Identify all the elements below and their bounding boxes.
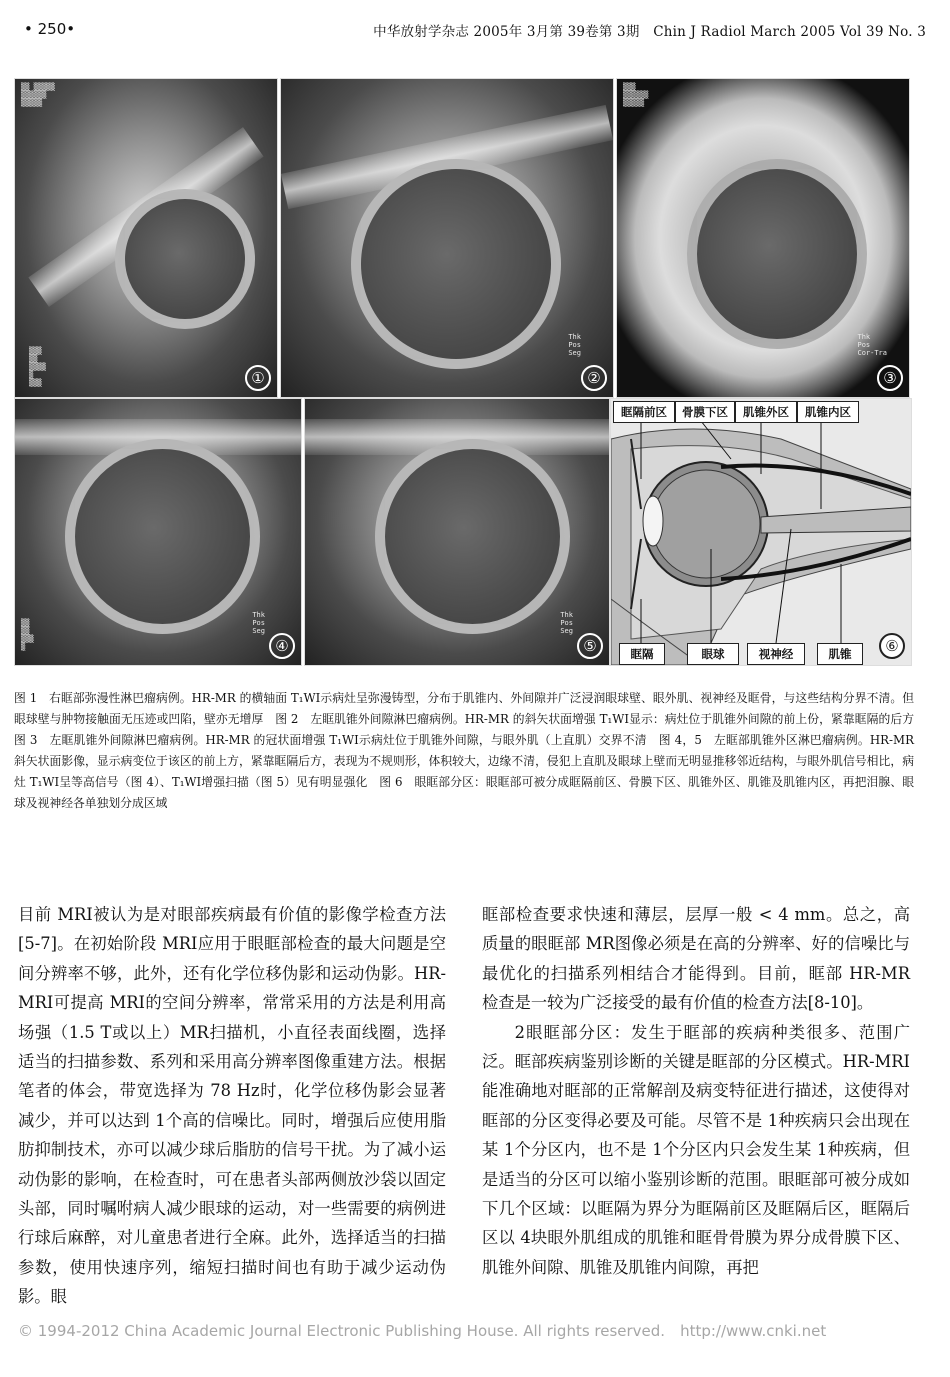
figure-caption: 图 1 右眶部弥漫性淋巴瘤病例。HR-MR 的横轴面 T₁WI示病灶呈弥漫铸型，分布于肌锥内、外间隙并广泛浸润眼球壁、眼外肌、视神经及眶骨，与这些结构分界不清。但眼球壁与肿物接触面无压迹或凹陷，壁亦无增厚 图 2 左眶肌锥外间隙淋巴瘤病例。HR-MR 的斜矢状面增强 T₁WI显示：病灶位于肌锥外间隙的前上份，紧靠眶隔的后方 图 3 左眶肌锥外间隙淋巴瘤病例。HR-MR 的冠状面增强 T₁WI示病灶位于肌锥外间隙，与眼外肌（上直肌）交界不清 图 4，5 左眶部肌锥外区淋巴瘤病例。HR-MR 斜矢状面影像，显示病变位于该区的前上方，紧靠眶隔后方，表现为不规则形，体积较大，边缘不清，侵犯上直肌及眼球上壁而无明显推移邻近结构，与眼外肌信号相比，病灶 T₁WI呈等高信号（图 4）、T₁WI增强扫描（图 5）见有明显强化 图 6 眼眶部分区：眼眶部可被分成眶隔前区、骨膜下区、肌锥外区、肌锥及肌锥内区，再把泪腺、眼球及视神经各单独划分成区域: [14, 691, 926, 810]
label-extraconal-zone: 肌锥外区: [735, 401, 797, 423]
body-column-right: [482, 900, 910, 1282]
figure-1-number: ①: [245, 365, 271, 391]
figure-4-number: ④: [269, 633, 295, 659]
journal-running-head: 中华放射学杂志 2005年 3月第 39卷第 3期 Chin J Radiol March 2005 Vol 39 No. 3: [373, 24, 926, 40]
label-subperiosteal-zone: 骨膜下区: [675, 401, 735, 423]
label-preseptal-zone: 眶隔前区: [613, 401, 675, 423]
body-paragraph-2: 眶部检查要求快速和薄层，层厚一般 < 4 mm。总之，高质量的眼眶部 MR图像必须是在高的分辨率、好的信噪比与最优化的扫描系列相结合才能得到。目前，眶部 HR-MR 检查是一较为广泛接受的最有价值的检查方法[8-10]。: [482, 905, 910, 1013]
body-column-left: [18, 900, 446, 1312]
figure-4-mri: ▒▒ ▒▒ ▒▒▒ ▒ Thk Pos Seg ④: [14, 398, 302, 666]
figure-5-number: ⑤: [577, 633, 603, 659]
copyright-watermark: © 1994-2012 China Academic Journal Electronic Publishing House. All rights reserved. http://www.cnki.net: [18, 1322, 827, 1340]
label-muscle-cone: 肌锥: [817, 643, 863, 665]
figure-3-mri: ▒▒▒ ▒▒▒▒▒▒ ▒▒▒▒▒ Thk Pos Cor-Tra ③: [616, 78, 910, 398]
page-header: [24, 20, 926, 42]
label-eyeball: 眼球: [687, 643, 739, 665]
label-optic-nerve: 视神经: [747, 643, 805, 665]
figure-2-number: ②: [581, 365, 607, 391]
figure-2-mri: Thk Pos Seg ②: [280, 78, 614, 398]
figure-6-orbit-diagram: [610, 398, 912, 666]
orbit-anatomy-drawing: [611, 399, 911, 665]
body-paragraph-1: 目前 MRI被认为是对眼部疾病最有价值的影像学检查方法[5-7]。在初始阶段 MRI应用于眼眶部检查的最大问题是空间分辨率不够，此外，还有化学位移伪影和运动伪影。HR-MRI可提高 MRI的空间分辨率，常常采用的方法是利用高场强（1.5 T或以上）MR扫描机，小直径表面线圈，选择适当的扫描参数、系列和采用高分辨率图像重建方法。根据笔者的体会，带宽选择为 78 Hz时，化学位移伪影会显著减少，并可以达到 1个高的信噪比。同时，增强后应使用脂肪抑制技术，亦可以减少球后脂肪的信号干扰。为了减小运动伪影的影响，在检查时，可在患者头部两侧放沙袋以固定头部，同时嘱咐病人减少眼球的运动，对一些需要的病例进行球后麻醉，对儿童患者进行全麻。此外，选择适当的扫描参数，使用快速序列，缩短扫描时间也有助于减少运动伪影。眼: [18, 905, 446, 1307]
label-orbital-septum: 眶隔: [619, 643, 665, 665]
page-number: • 250•: [24, 20, 76, 38]
figure-1-mri: ▒▒ ▒▒▒▒▒ ▒▒▒▒▒▒ ▒▒▒▒▒ ▒▒▒ ▒▒ ▒▒▒▒ ▒ ▒▒▒ ①: [14, 78, 278, 398]
figure-6-number: ⑥: [879, 633, 905, 659]
figure-5-mri: Thk Pos Seg ⑤: [304, 398, 610, 666]
figure-3-number: ③: [877, 365, 903, 391]
label-intraconal-zone: 肌锥内区: [797, 401, 859, 423]
body-paragraph-3: 2眼眶部分区：发生于眶部的疾病种类很多、范围广泛。眶部疾病鉴别诊断的关键是眶部的分区模式。HR-MRI能准确地对眶部的正常解剖及病变特征进行描述，这使得对眶部的分区变得必要及可能。尽管不是 1种疾病只会出现在某 1个分区内，也不是 1个分区内只会发生某 1种疾病，但是适当的分区可以缩小鉴别诊断的范围。眼眶部可被分成如下几个区域：以眶隔为界分为眶隔前区及眶隔后区，眶隔后区以 4块眼外肌组成的肌锥和眶骨骨膜为界分成骨膜下区、肌锥外间隙、肌锥及肌锥内间隙，再把: [482, 1022, 910, 1277]
